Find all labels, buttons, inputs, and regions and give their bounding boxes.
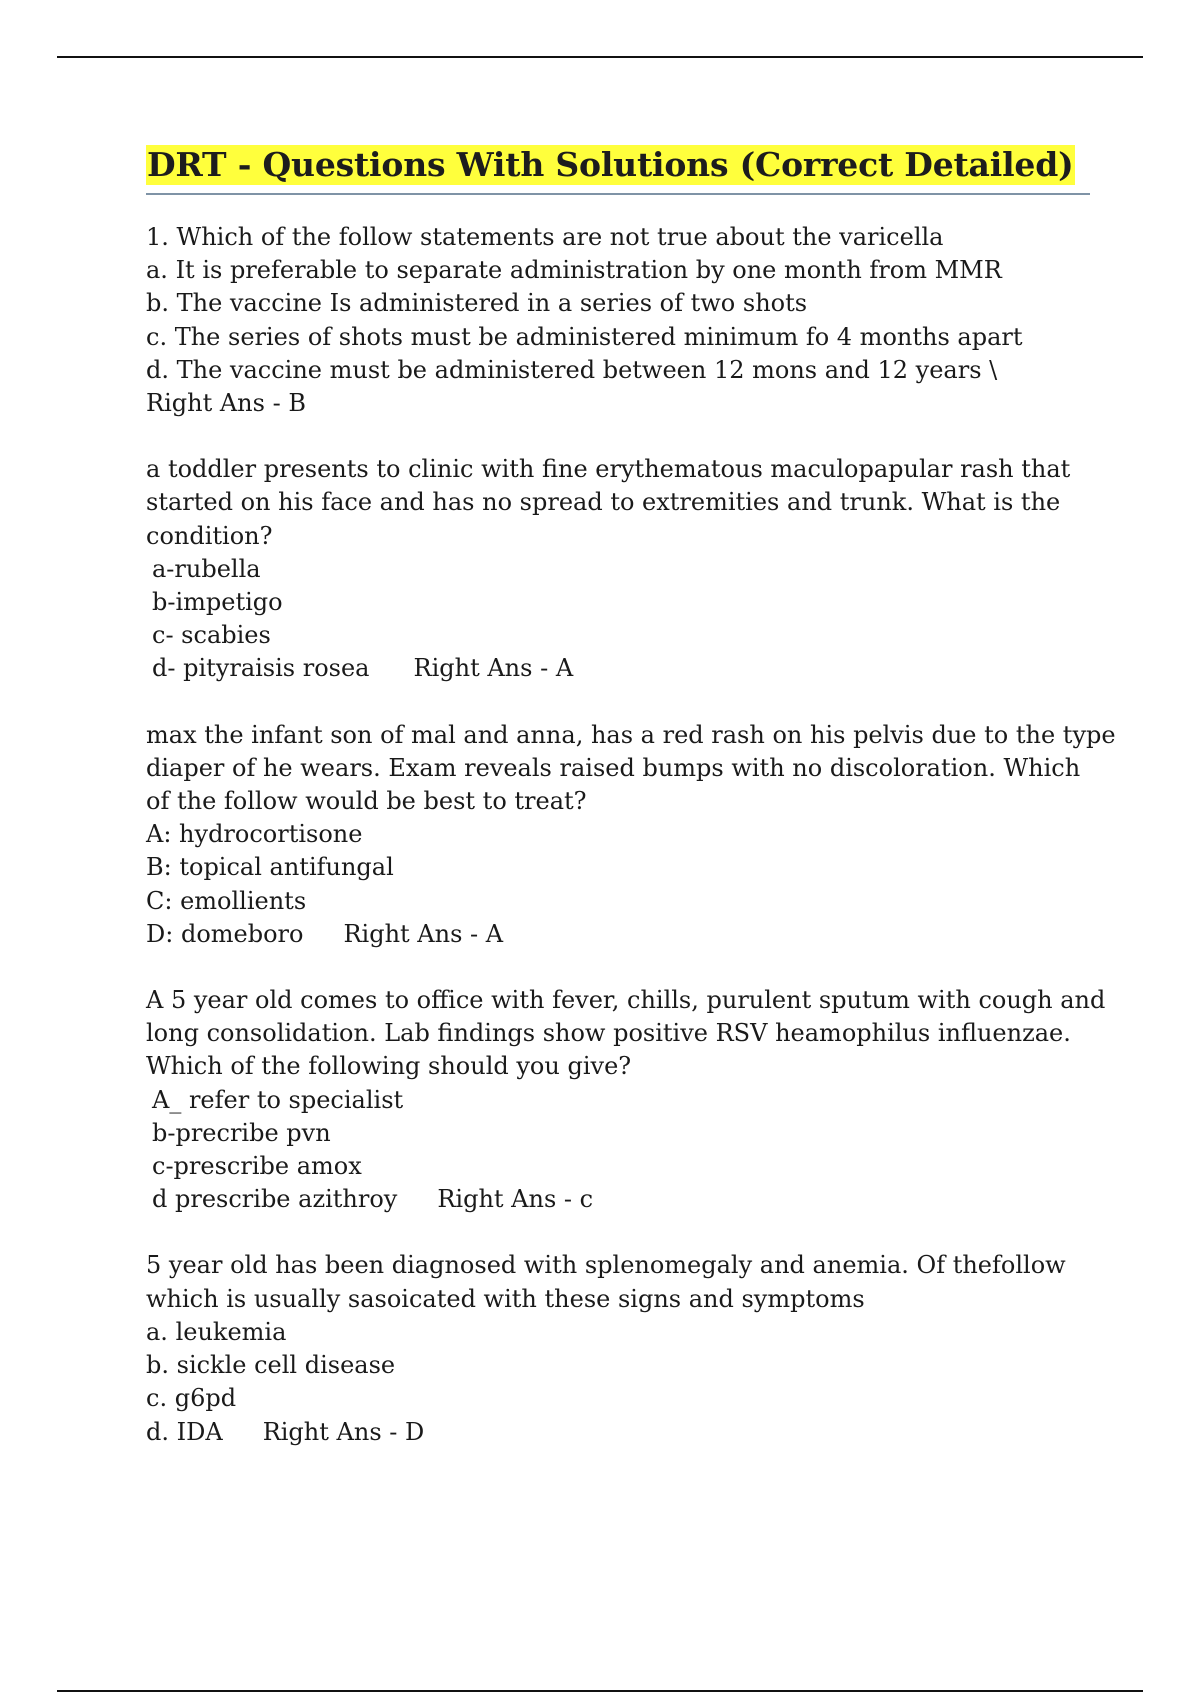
question-stem-line: long consolidation. Lab findings show positive RSV heamophilus influenzae. — [146, 1019, 1071, 1048]
question-3 — [146, 719, 1116, 951]
option-d: d- pityraisis rosea — [152, 654, 370, 683]
footer-rule — [57, 1690, 1143, 1692]
question-2 — [146, 453, 1090, 685]
document-body — [146, 145, 1116, 1482]
answer: Right Ans - c — [437, 1185, 594, 1214]
answer: Right Ans - D — [262, 1417, 425, 1446]
option-b: b-precribe pvn — [152, 1118, 331, 1147]
question-stem-line: of the follow would be best to treat? — [146, 787, 587, 816]
question-stem-line: max the infant son of mal and anna, has a red rash on his pelvis due to the type — [146, 720, 1116, 749]
option-c: c-prescribe amox — [152, 1152, 362, 1181]
option-b: b. The vaccine Is administered in a series of two shots — [146, 289, 808, 318]
option-b: B: topical antifungal — [146, 853, 394, 882]
answer: Right Ans - B — [146, 389, 306, 418]
answer: Right Ans - A — [343, 919, 504, 948]
question-4 — [146, 984, 1106, 1216]
option-d-with-answer — [146, 652, 1090, 685]
option-b: b-impetigo — [152, 588, 283, 617]
header-rule — [57, 56, 1143, 58]
question-stem-line: started on his face and has no spread to extremities and trunk. What is the — [146, 488, 1061, 517]
option-d-with-answer — [146, 918, 1090, 951]
answer: Right Ans - A — [413, 654, 574, 683]
option-b: b. sickle cell disease — [146, 1351, 396, 1380]
question-stem-line: 1. Which of the follow statements are not true about the varicella — [146, 223, 944, 251]
option-c: C: emollients — [146, 886, 307, 915]
option-a: A_ refer to specialist — [152, 1085, 404, 1114]
option-d: d. The vaccine must be administered between 12 mons and 12 years \ — [146, 355, 998, 384]
title-block — [146, 145, 1090, 195]
option-d: D: domeboro — [146, 919, 304, 948]
document-title: DRT - Questions With Solutions (Correct Detailed) — [147, 145, 1074, 184]
option-a: a. leukemia — [146, 1317, 287, 1346]
option-d: d. IDA — [146, 1417, 223, 1446]
option-d-with-answer — [146, 1183, 1090, 1216]
question-stem-line: which is usually sasoicated with these signs and symptoms — [146, 1284, 865, 1313]
option-a: A: hydrocortisone — [146, 820, 363, 849]
question-stem-line: A 5 year old comes to office with fever, chills, purulent sputum with cough and — [146, 986, 1106, 1015]
question-stem-line: a toddler presents to clinic with fine erythematous maculopapular rash that — [146, 455, 1071, 484]
option-c: c. g6pd — [146, 1384, 237, 1413]
option-c: c. The series of shots must be administered minimum fo 4 months apart — [146, 322, 1023, 351]
question-5 — [146, 1249, 1090, 1448]
option-a: a-rubella — [152, 554, 261, 583]
question-stem-line: diaper of he wears. Exam reveals raised bumps with no discoloration. Which — [146, 753, 1081, 782]
option-a: a. It is preferable to separate administration by one month from MMR — [146, 256, 1002, 285]
option-d: d prescribe azithroy — [152, 1185, 398, 1214]
question-stem-line: 5 year old has been diagnosed with splenomegaly and anemia. Of thefollow — [146, 1251, 1066, 1280]
option-c: c- scabies — [152, 621, 271, 650]
option-d-with-answer — [146, 1416, 1090, 1449]
question-1 — [146, 221, 1090, 420]
question-stem-line: Which of the following should you give? — [146, 1052, 632, 1081]
question-stem-line: condition? — [146, 521, 273, 550]
